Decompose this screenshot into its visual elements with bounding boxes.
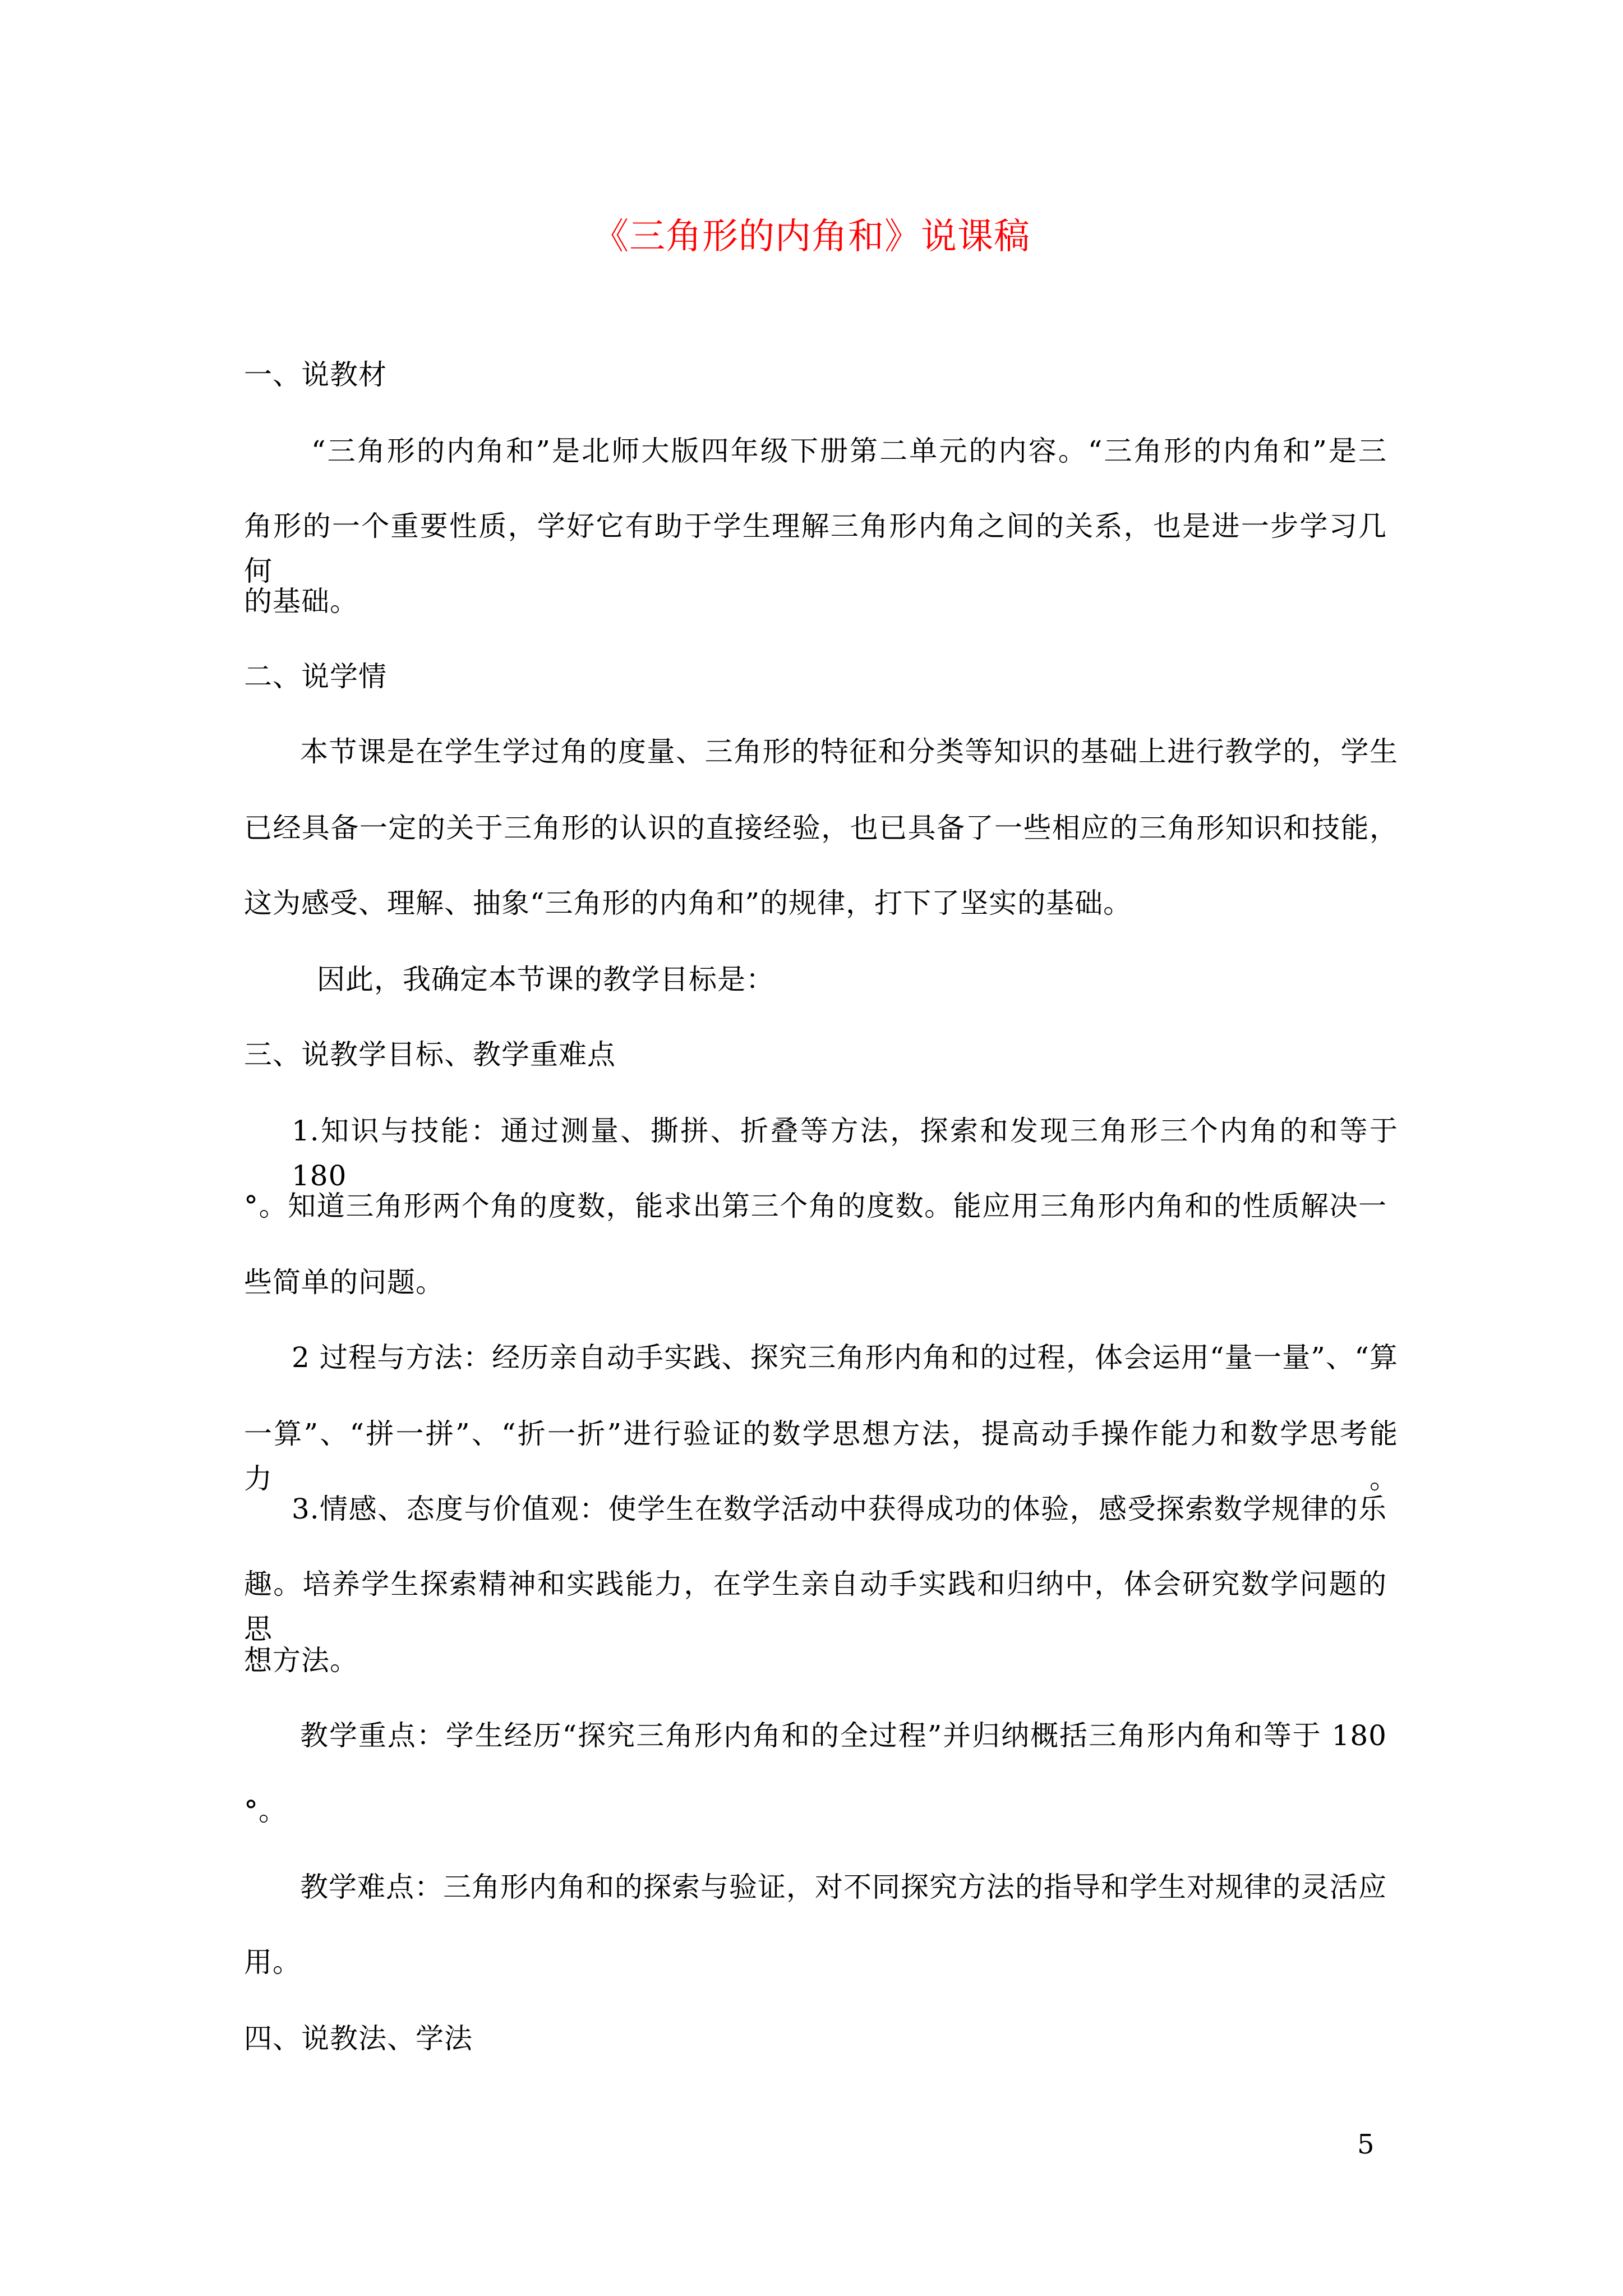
- section-heading-3: 三、说教学目标、教学重难点: [244, 1038, 616, 1071]
- paragraph-line: 一算”、“拼一拼”、“折一折”进行验证的数学思想方法，提高动手操作能力和数学思考能力。: [244, 1418, 1398, 1495]
- paragraph-line: 这为感受、理解、抽象“三角形的内角和”的规律，打下了坚实的基础。: [244, 887, 1132, 919]
- paragraph-line: 2 过程与方法：经历亲自动手实践、探究三角形内角和的过程，体会运用“量一量”、“算: [292, 1341, 1398, 1374]
- paragraph-line: 想方法。: [244, 1644, 358, 1677]
- paragraph-line: 1.知识与技能：通过测量、撕拼、折叠等方法，探索和发现三角形三个内角的和等于 180: [292, 1115, 1398, 1192]
- paragraph-line: 些简单的问题。: [244, 1266, 444, 1299]
- paragraph-line: “三角形的内角和”是北师大版四年级下册第二单元的内容。“三角形的内角和”是三: [311, 435, 1387, 467]
- section-heading-4: 四、说教法、学法: [244, 2022, 473, 2055]
- paragraph-line: 的基础。: [244, 585, 358, 618]
- paragraph-line: 角形的一个重要性质，学好它有助于学生理解三角形内角之间的关系，也是进一步学习几何: [244, 510, 1387, 587]
- paragraph-line: 教学重点：学生经历“探究三角形内角和的全过程”并归纳概括三角形内角和等于 180: [300, 1719, 1387, 1752]
- paragraph-line: °。: [244, 1795, 287, 1827]
- document-title: 《三角形的内角和》说课稿: [593, 216, 1030, 257]
- paragraph-line: 3.情感、态度与价值观：使学生在数学活动中获得成功的体验，感受探索数学规律的乐: [292, 1493, 1387, 1525]
- paragraph-line: 本节课是在学生学过角的度量、三角形的特征和分类等知识的基础上进行教学的，学生: [300, 735, 1398, 768]
- paragraph-line: 教学难点：三角形内角和的探索与验证，对不同探究方法的指导和学生对规律的灵活应: [300, 1871, 1387, 1903]
- section-heading-2: 二、说学情: [244, 660, 387, 693]
- paragraph-line: 用。: [244, 1946, 301, 1978]
- paragraph-line: 趣。培养学生探索精神和实践能力，在学生亲自动手实践和归纳中，体会研究数学问题的思: [244, 1568, 1387, 1645]
- section-heading-1: 一、说教材: [244, 358, 387, 391]
- paragraph-line: 因此，我确定本节课的教学目标是：: [317, 963, 774, 996]
- paragraph-line: 已经具备一定的关于三角形的认识的直接经验，也已具备了一些相应的三角形知识和技能，: [244, 812, 1398, 844]
- paragraph-line: °。知道三角形两个角的度数，能求出第三个角的度数。能应用三角形内角和的性质解决一: [244, 1190, 1387, 1222]
- page-number: 5: [1357, 2129, 1375, 2160]
